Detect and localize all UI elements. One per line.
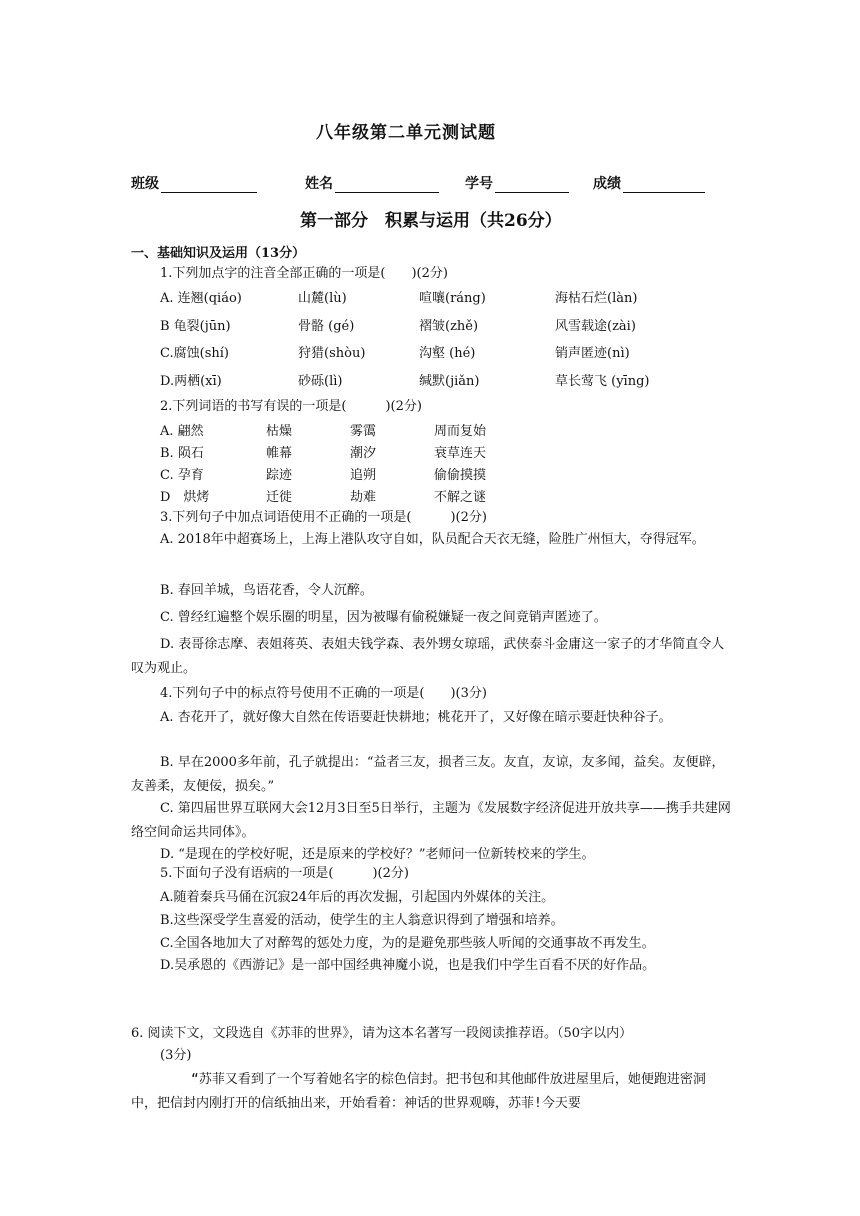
question-3-option-b[interactable]: B. 春回羊城，鸟语花香，令人沉醉。 [160, 583, 373, 598]
class-field[interactable] [131, 173, 257, 193]
class-label: 班级 [131, 176, 159, 192]
option-item: 追朔 [350, 468, 377, 483]
option-item: 砂砾(lì) [298, 374, 343, 389]
option[interactable]: D.两栖(xī) [160, 374, 222, 389]
question-2-stem: 2.下列词语的书写有误的一项是( )(2分) [160, 399, 422, 414]
question-1-options [160, 342, 695, 361]
question-4-stem: 4.下列句子中的标点符号使用不正确的一项是( )(3分) [160, 686, 487, 701]
option[interactable]: B 龟裂(jūn) [160, 319, 231, 334]
option[interactable]: C.腐蚀(shí) [160, 346, 229, 361]
option[interactable]: B. 陨石 [160, 446, 204, 461]
question-5-option-c[interactable]: C.全国各地加大了对醉驾的惩处力度，为的是避免那些骇人听闻的交通事故不再发生。 [160, 936, 655, 951]
question-3-option-c[interactable]: C. 曾经红遍整个娱乐圈的明星，因为被曝有偷税嫌疑一夜之间竟销声匿迹了。 [160, 610, 607, 625]
option-item: 草长莺飞 (yīng) [555, 374, 650, 389]
option-item: 风雪载途(zài) [555, 319, 636, 334]
option-item: 骨骼 (gé) [298, 319, 355, 334]
question-1-options [160, 287, 695, 306]
number-blank[interactable] [495, 178, 569, 193]
question-4-option-a[interactable]: A. 杏花开了，就好像大自然在传语要赶快耕地；桃花开了，又好像在暗示要赶快种谷子。 [160, 710, 672, 725]
question-1-options [160, 315, 695, 334]
student-number-field[interactable] [465, 173, 569, 193]
score-field[interactable] [593, 173, 705, 193]
number-label: 学号 [465, 176, 493, 192]
name-label: 姓名 [305, 176, 333, 192]
question-2-options [160, 486, 554, 505]
option[interactable]: A. 翩然 [160, 424, 204, 439]
question-6-stem: 6. 阅读下文，文段选自《苏菲的世界》，请为这本名著写一段阅读推荐语。（50字以内） [131, 1026, 633, 1041]
question-4-option-b[interactable]: B. 早在2000多年前，孔子就提出：“益者三友，损者三友。友直，友谅，友多闻，益矣。友便辟，友善柔，友便佞，损矣。” [131, 755, 725, 794]
question-5-stem: 5.下面句子没有语病的一项是( )(2分) [160, 866, 409, 881]
option-item: 迁徙 [266, 490, 293, 505]
question-3-stem: 3.下列句子中加点词语使用不正确的一项是( )(2分) [160, 510, 487, 525]
question-6-score: (3分) [160, 1048, 192, 1063]
option-item: 不解之谜 [434, 490, 487, 505]
score-blank[interactable] [623, 178, 705, 193]
option-item: 踪迹 [266, 468, 293, 483]
option-item: 褶皱(zhě) [419, 319, 479, 334]
option[interactable]: C. 孕育 [160, 468, 204, 483]
question-5-option-b[interactable]: B.这些深受学生喜爱的活动，使学生的主人翁意识得到了增强和培养。 [160, 913, 564, 928]
option[interactable]: D 烘烤 [160, 490, 210, 505]
question-1-stem: 1.下列加点字的注音全部正确的一项是( )(2分) [160, 266, 448, 281]
option-item: 潮汐 [350, 446, 377, 461]
option-item: 雾霭 [350, 424, 377, 439]
option[interactable]: A. 连翘(qiáo) [160, 291, 242, 306]
option-item: 枯燥 [266, 424, 293, 439]
reading-passage: “苏菲又看到了一个写着她名字的棕色信封。把书包和其他邮件放进屋里后，她便跑进密洞中，把信封内刚打开的信纸抽出来，开始看着：神话的世界观嗨，苏菲!今天要 [131, 1072, 706, 1111]
option-item: 销声匿迹(nì) [555, 346, 630, 361]
section-heading: 一、基础知识及运用（13分） [131, 246, 306, 261]
page-title: 八年级第二单元测试题 [316, 123, 496, 143]
option-item: 缄默(jiǎn) [419, 374, 480, 389]
score-label: 成绩 [593, 176, 621, 192]
question-3-option-a[interactable]: A. 2018年中超赛场上，上海上港队攻守自如，队员配合天衣无缝，险胜广州恒大，夺得冠军。 [160, 532, 705, 547]
option-item: 偷偷摸摸 [434, 468, 487, 483]
question-2-options [160, 464, 554, 483]
class-blank[interactable] [161, 178, 257, 193]
option-item: 喧嚷(ráng) [419, 291, 486, 306]
question-4-option-c[interactable]: C. 第四届世界互联网大会12月3日至5日举行，主题为《发展数字经济促进开放共享——携手共建网络空间命运共同体》。 [131, 801, 731, 840]
question-5-option-a[interactable]: A.随着秦兵马俑在沉寂24年后的再次发掘，引起国内外媒体的关注。 [160, 890, 555, 905]
name-field[interactable] [305, 173, 439, 193]
part-heading: 第一部分 积累与运用（共26分） [300, 211, 562, 231]
option-item: 帷幕 [266, 446, 293, 461]
option-item: 海枯石烂(làn) [555, 291, 638, 306]
question-2-options [160, 442, 554, 461]
option-item: 沟壑 (hé) [419, 346, 476, 361]
option-item: 劫难 [350, 490, 377, 505]
question-2-options [160, 420, 554, 439]
question-5-option-d[interactable]: D.吴承恩的《西游记》是一部中国经典神魔小说，也是我们中学生百看不厌的好作品。 [160, 958, 656, 973]
question-3-option-d[interactable]: D. 表哥徐志摩、表姐蒋英、表姐夫钱学森、表外甥女琼瑶，武侠泰斗金庸这一家子的才华简直令人叹为观止。 [131, 637, 725, 676]
option-item: 山麓(lù) [298, 291, 347, 306]
question-4-option-d[interactable]: D. “是现在的学校好呢，还是原来的学校好？”老师问一位新转校来的学生。 [160, 847, 595, 862]
question-1-options [160, 370, 695, 389]
name-blank[interactable] [335, 178, 439, 193]
option-item: 狩猎(shòu) [298, 346, 366, 361]
option-item: 衰草连天 [434, 446, 487, 461]
option-item: 周而复始 [434, 424, 487, 439]
